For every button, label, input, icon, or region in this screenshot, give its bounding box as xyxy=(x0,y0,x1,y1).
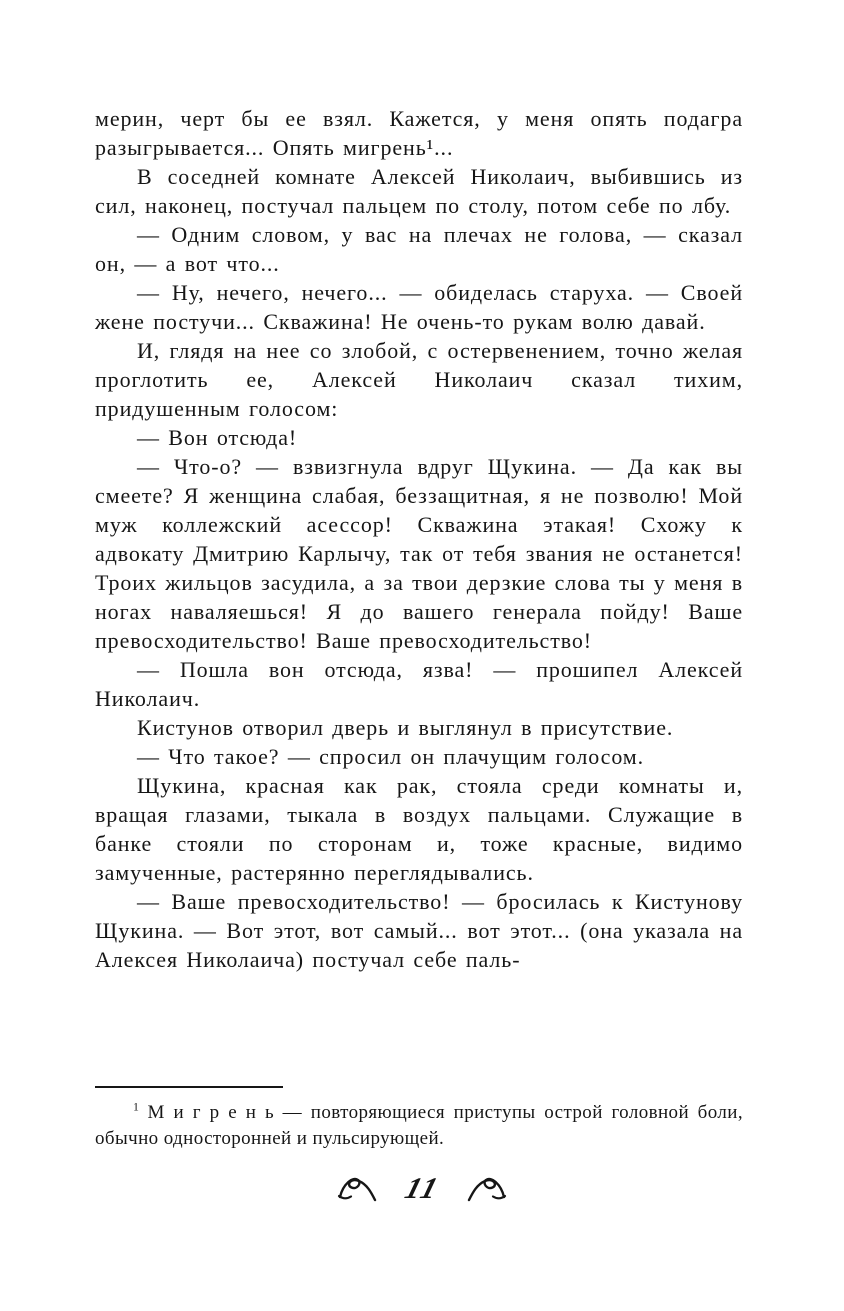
paragraph: Щукина, красная как рак, стояла среди комнаты и, вращая глазами, тыкала в воздух пальцами. Служащие в банке стояли по сторонам и, тоже красные, видимо замученные, растерянно переглядывались. xyxy=(95,773,743,885)
paragraph: — Одним словом, у вас на плечах не голова, — сказал он, — а вот что... xyxy=(95,222,743,276)
paragraph: — Что-о? — взвизгнула вдруг Щукина. — Да как вы смеете? Я женщина слабая, беззащитная, я не позволю! Мой муж коллежский асессор! Скважина этакая! Схожу к адвокату Дмитрию Карлычу, так от тебя звания не останется! Троих жильцов засудила, а за твои дерзкие слова ты у меня в ногах наваляешься! Я до вашего генерала пойду! Ваше превосходительство! Ваше превосходительство! xyxy=(95,454,743,653)
paragraph: В соседней комнате Алексей Николаич, выбившись из сил, наконец, постучал пальцем по столу, потом себе по лбу. xyxy=(95,164,743,218)
flourish-left-icon xyxy=(336,1173,380,1205)
footnote-divider xyxy=(95,1086,283,1088)
paragraph: мерин, черт бы ее взял. Кажется, у меня опять подагра разыгрывается... Опять мигрень¹... xyxy=(95,106,743,160)
page-number: 11 xyxy=(401,1172,444,1205)
page-text xyxy=(95,104,743,974)
paragraph: И, глядя на нее со злобой, с остервенением, точно желая проглотить ее, Алексей Николаич сказал тихим, придушенным голосом: xyxy=(95,338,743,421)
paragraph: Кистунов отворил дверь и выглянул в присутствие. xyxy=(137,715,674,740)
footnote-marker: 1 xyxy=(133,1100,139,1114)
footnote-body: М и г р е н ь — повторяющиеся приступы острой головной боли, обычно односторонней и пульсирующей. xyxy=(95,1102,743,1149)
paragraph: — Ваше превосходительство! — бросилась к Кистунову Щукина. — Вот этот, вот самый... вот этот... (она указала на Алексея Николаича) постучал себе паль- xyxy=(95,889,743,972)
page-footer xyxy=(0,1172,844,1206)
footnote-section xyxy=(95,1086,743,1152)
paragraph: — Пошла вон отсюда, язва! — прошипел Алексей Николаич. xyxy=(95,657,743,711)
paragraph: — Что такое? — спросил он плачущим голосом. xyxy=(137,744,645,769)
footnote xyxy=(95,1100,743,1152)
paragraph: — Вон отсюда! xyxy=(137,425,298,450)
paragraph: — Ну, нечего, нечего... — обиделась старуха. — Своей жене постучи... Скважина! Не очень-то рукам волю давай. xyxy=(95,280,743,334)
flourish-right-icon xyxy=(464,1173,508,1205)
